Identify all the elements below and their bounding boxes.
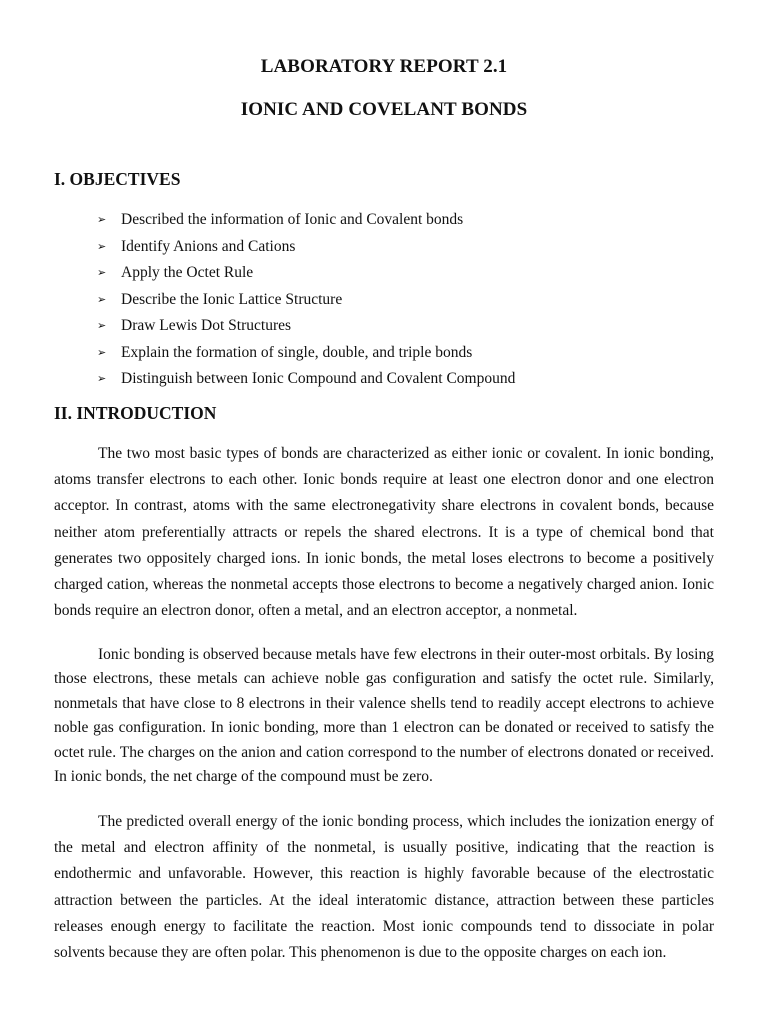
- objective-text: Draw Lewis Dot Structures: [121, 317, 292, 334]
- list-item: [97, 340, 515, 367]
- arrow-bullet-icon: ➢: [97, 214, 107, 226]
- intro-paragraph-1: The two most basic types of bonds are characterized as either ionic or covalent. In ionic bonding, atoms transfer electrons to each other. Ionic bonds require at least one electron donor and one electron acceptor. In contrast, atoms with the same electronegativity share electrons in covalent bonds, because neither atom preferentially attracts or repels the shared electrons. It is a type of chemical bond that generates two oppositely charged ions. In ionic bonds, the metal loses electrons to become a positively charged cation, whereas the nonmetal accepts those electrons to become a negatively charged anion. Ionic bonds require an electron donor, often a metal, and an electron acceptor, a nonmetal.: [54, 445, 714, 620]
- introduction-heading: II. INTRODUCTION: [54, 403, 217, 423]
- objective-text: Distinguish between Ionic Compound and Covalent Compound: [121, 370, 516, 387]
- report-title: LABORATORY REPORT 2.1: [260, 56, 508, 77]
- objectives-list: [97, 207, 515, 393]
- intro-paragraph-2: Ionic bonding is observed because metals have few electrons in their outer-most orbitals. By losing those electrons, these metals can achieve noble gas configuration and satisfy the octet rule. Similarly, nonmetals that have close to 8 electrons in their valence shells tend to readily accept electrons to achieve noble gas configuration. In ionic bonding, more than 1 electron can be donated or received to satisfy the octet rule. The charges on the anion and cation correspond to the number of electrons donated or received. In ionic bonds, the net charge of the compound must be zero.: [54, 646, 714, 786]
- list-item: [97, 313, 515, 340]
- list-item: [97, 207, 515, 234]
- objective-text: Describe the Ionic Lattice Structure: [121, 290, 343, 308]
- arrow-bullet-icon: ➢: [97, 346, 107, 359]
- objective-text: Identify Anions and Cations: [121, 237, 296, 255]
- report-subtitle: IONIC AND COVELANT BONDS: [240, 99, 528, 120]
- arrow-bullet-icon: ➢: [97, 320, 107, 332]
- arrow-bullet-icon: ➢: [97, 293, 107, 306]
- objectives-heading: I. OBJECTIVES: [54, 169, 181, 189]
- objective-text: Explain the formation of single, double, and triple bonds: [121, 343, 473, 361]
- intro-paragraph-3: The predicted overall energy of the ionic bonding process, which includes the ionization energy of the metal and electron affinity of the nonmetal, is usually positive, indicating that the reaction is endothermic and unfavorable. However, this reaction is highly favorable because of the electrostatic attraction between the particles. At the ideal interatomic distance, attraction between these particles releases enough energy to facilitate the reaction. Most ionic compounds tend to dissociate in polar solvents because they are often polar. This phenomenon is due to the opposite charges on each ion.: [54, 813, 714, 962]
- arrow-bullet-icon: ➢: [97, 373, 107, 385]
- objective-text: Apply the Octet Rule: [121, 264, 254, 281]
- list-item: [97, 234, 515, 261]
- arrow-bullet-icon: ➢: [97, 240, 107, 253]
- objective-text: Described the information of Ionic and Covalent bonds: [121, 211, 464, 228]
- list-item: [97, 366, 515, 393]
- arrow-bullet-icon: ➢: [97, 267, 107, 279]
- list-item: [97, 260, 515, 287]
- list-item: [97, 287, 515, 314]
